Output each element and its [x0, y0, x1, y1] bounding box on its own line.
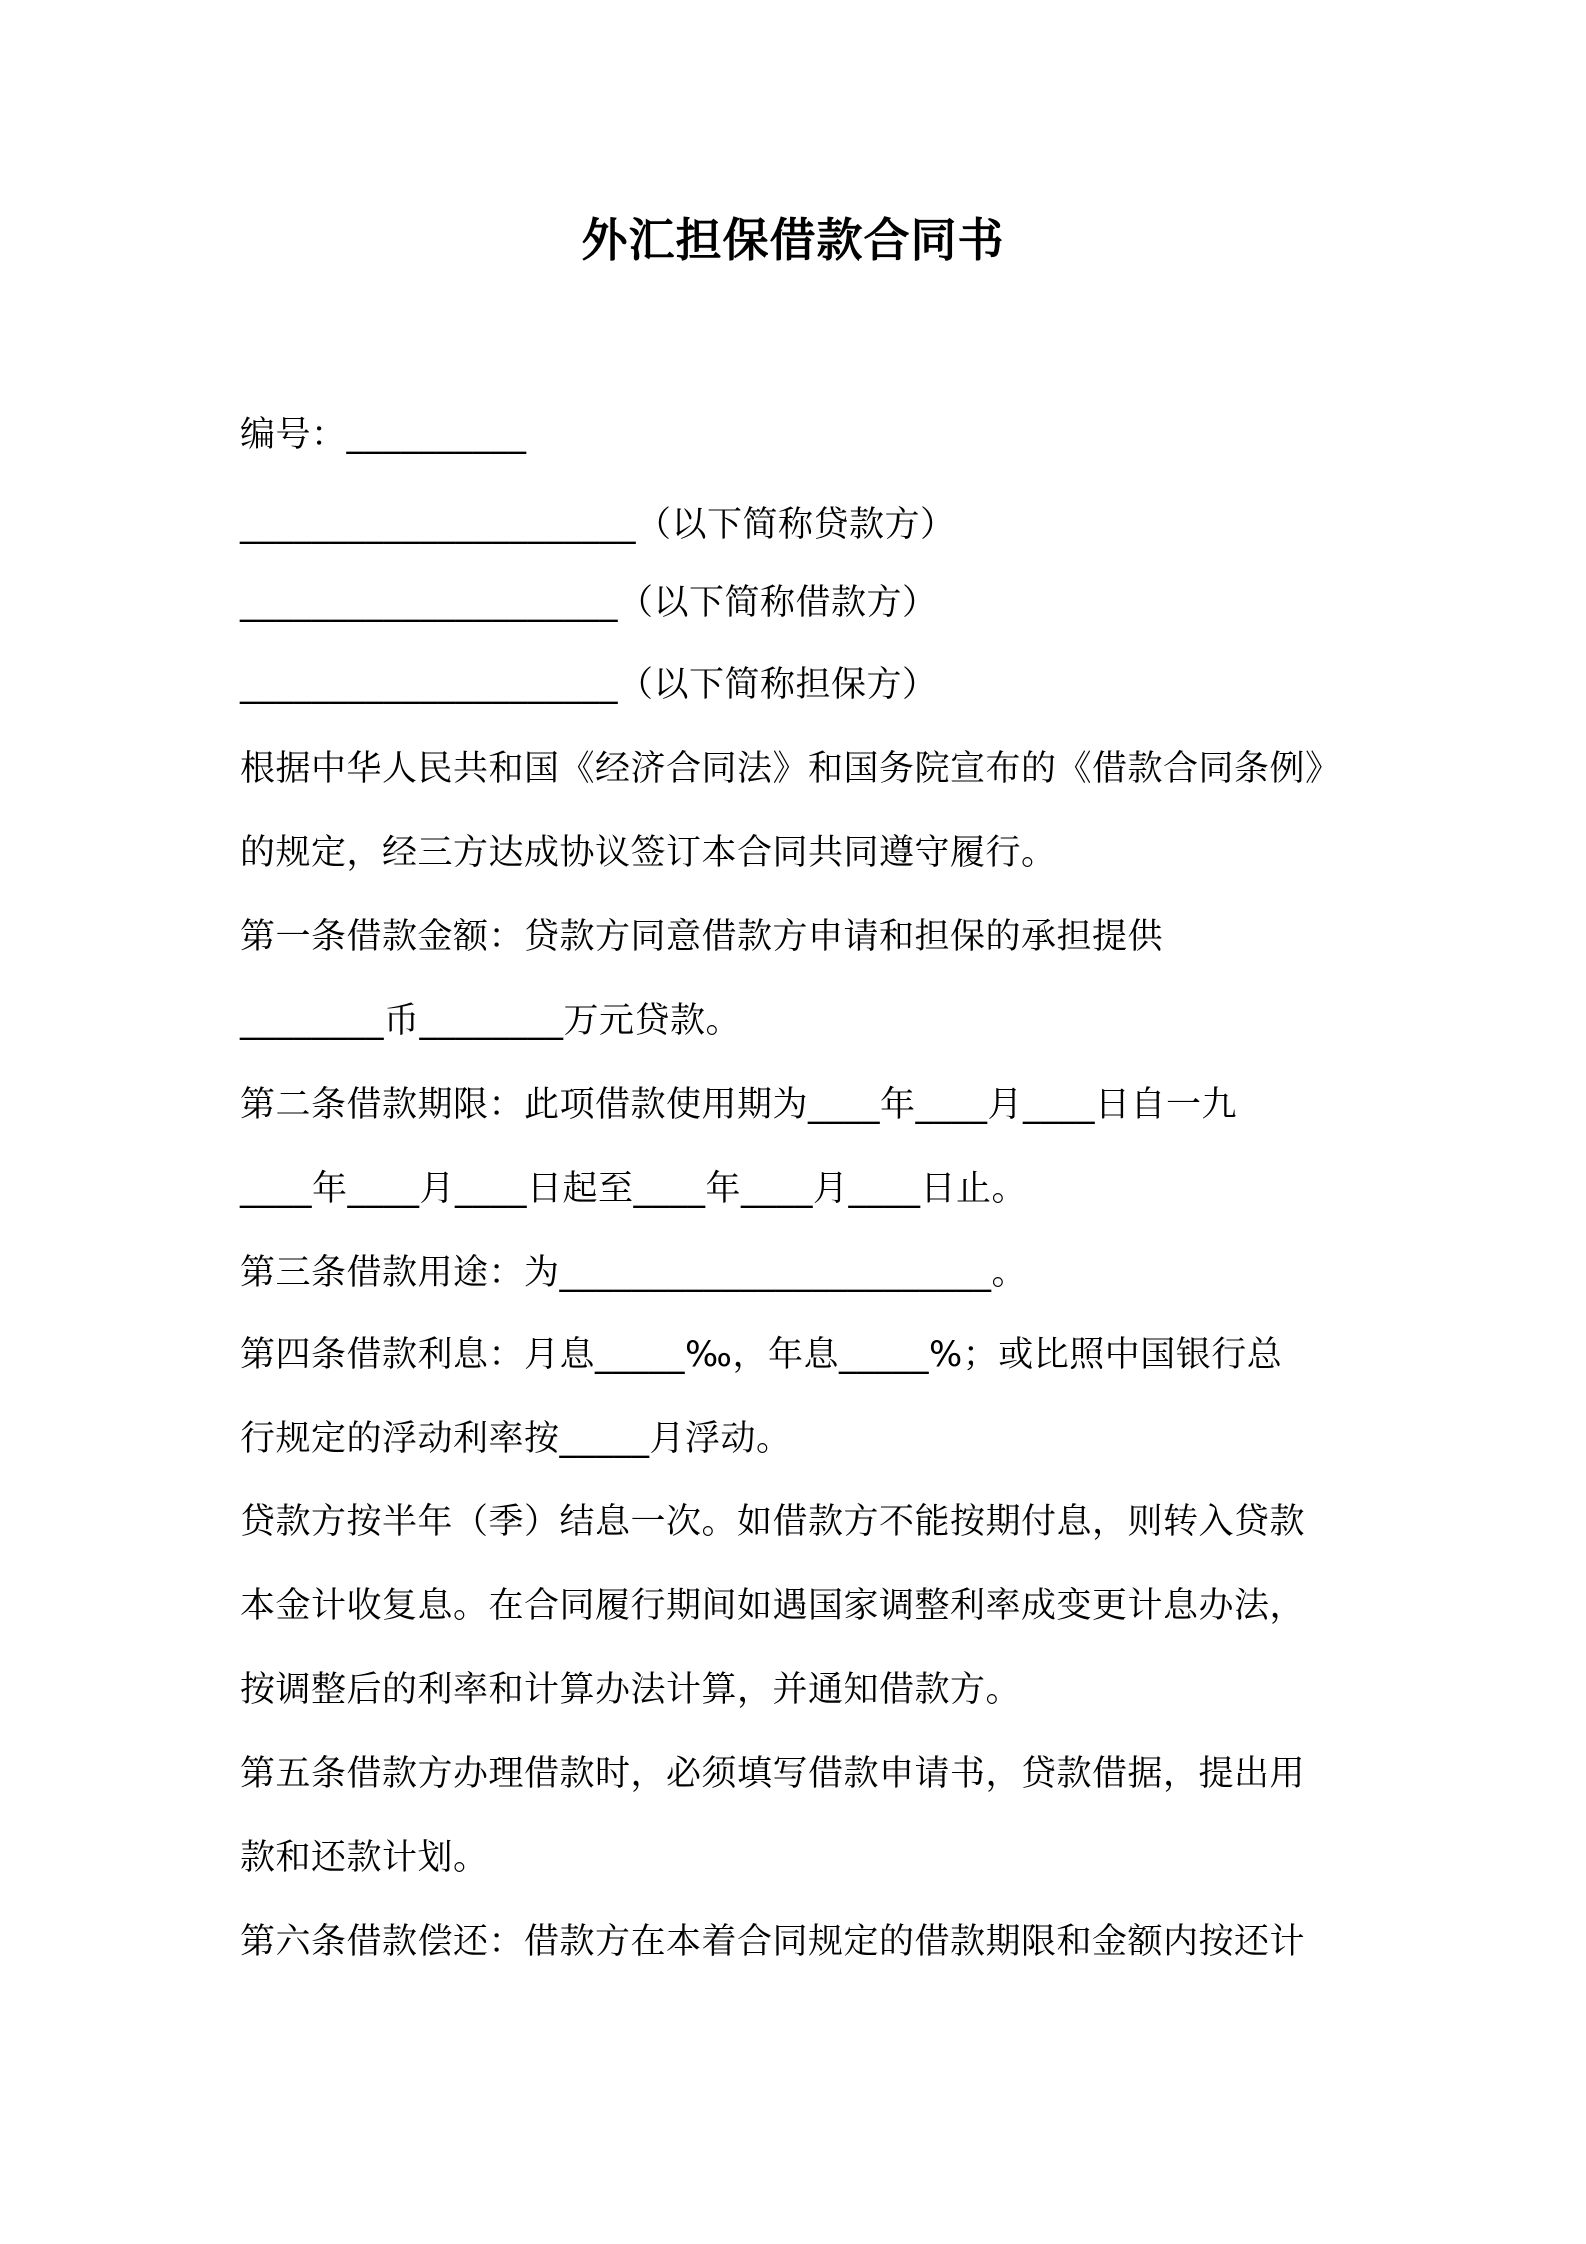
article-6-line-1: 第六条借款偿还：借款方在本着合同规定的借款期限和金额内按还计: [240, 1922, 1306, 1962]
borrower-line: _____________________（以下简称借款方）: [240, 583, 938, 623]
article-5-line-1: 第五条借款方办理借款时，必须填写借款申请书，贷款借据，提出用: [240, 1754, 1306, 1794]
guarantor-line: _____________________（以下简称担保方）: [240, 665, 938, 705]
interest-paragraph-line-2: 本金计收复息。在合同履行期间如遇国家调整利率成变更计息办法，: [240, 1586, 1306, 1626]
preamble-line-2: 的规定，经三方达成协议签订本合同共同遵守履行。: [240, 833, 1057, 873]
article-2-line-2: ____年____月____日起至____年____月____日止。: [240, 1169, 1028, 1209]
article-2-line-1: 第二条借款期限：此项借款使用期为____年____月____日自一九: [240, 1085, 1238, 1125]
contract-number-line: 编号：__________: [240, 415, 527, 455]
article-5-line-2: 款和还款计划。: [240, 1838, 489, 1878]
interest-paragraph-line-3: 按调整后的利率和计算办法计算，并通知借款方。: [240, 1670, 1022, 1710]
preamble-line-1: 根据中华人民共和国《经济合同法》和国务院宣布的《借款合同条例》: [240, 749, 1341, 789]
article-4-line-1: 第四条借款利息：月息_____‰，年息_____%；或比照中国银行总: [240, 1335, 1283, 1375]
interest-paragraph-line-1: 贷款方按半年（季）结息一次。如借款方不能按期付息，则转入贷款: [240, 1502, 1306, 1542]
lender-line: ______________________（以下简称贷款方）: [240, 505, 956, 545]
article-1-line-2: ________币________万元贷款。: [240, 1001, 742, 1041]
article-4-line-2: 行规定的浮动利率按_____月浮动。: [240, 1419, 792, 1459]
article-1-line-1: 第一条借款金额：贷款方同意借款方申请和担保的承担提供: [240, 917, 1164, 957]
document-title: 外汇担保借款合同书: [581, 213, 1005, 267]
article-3-line: 第三条借款用途：为________________________。: [240, 1253, 1028, 1293]
